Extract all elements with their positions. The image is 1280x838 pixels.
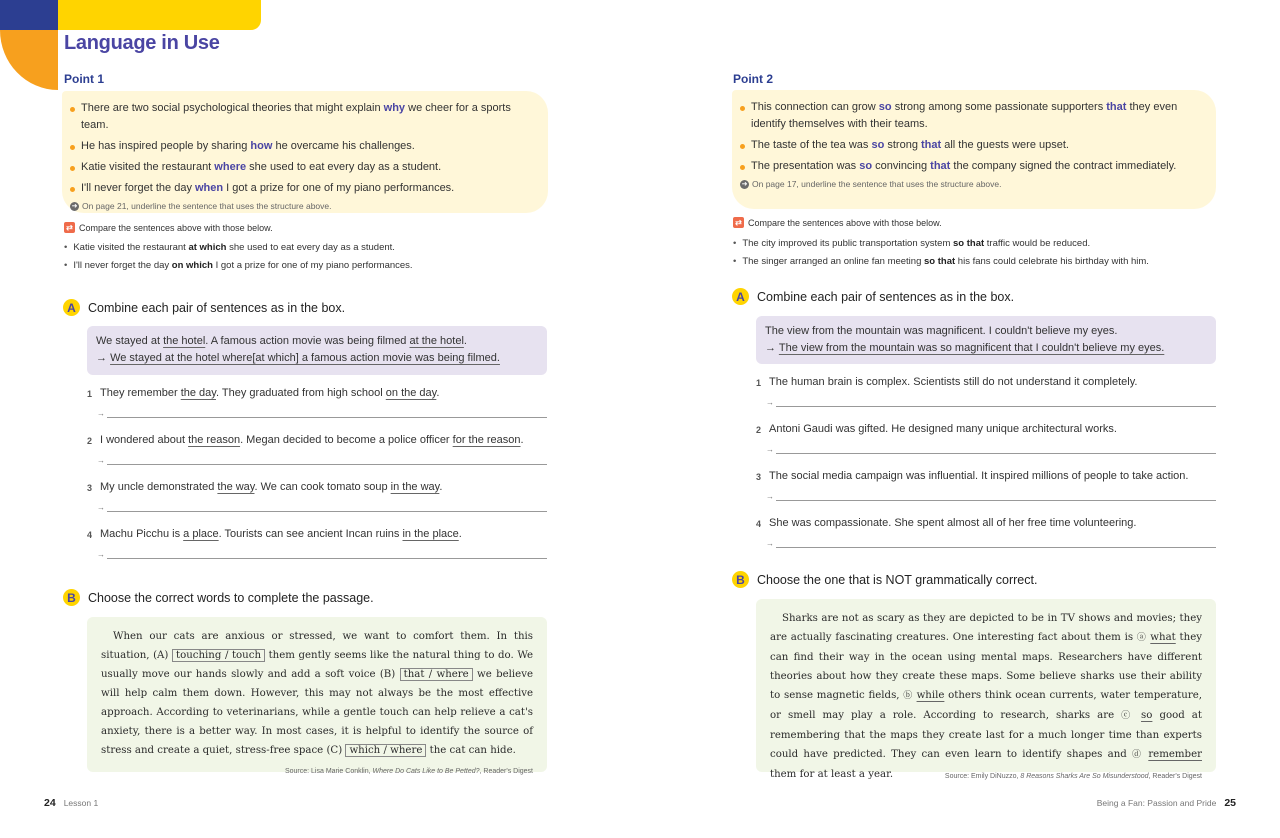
- ex-q-text: [756, 375, 1216, 390]
- text: [100, 480, 442, 495]
- choice-box-b[interactable]: that / where: [400, 668, 473, 681]
- lesson-label: Lesson 1: [63, 798, 99, 808]
- underlined-option-d[interactable]: remember: [1148, 749, 1202, 760]
- text: Choose the correct words to complete the passage.: [88, 590, 374, 605]
- section-b-heading: [732, 571, 1037, 588]
- bullet-icon: [70, 107, 75, 112]
- compare-item: [64, 257, 413, 275]
- text: There are two social psychological theories that might explain: [81, 102, 384, 114]
- text: She was compassionate. She spent almost all of her free time volunteering.: [769, 517, 1137, 529]
- text: we believe will help calm them down. However, this may not always be the most effective approach. According to veterinarians, while a gentle touch can help relieve a cat's anxiety, there is a better way. In most cases, it is helpful to identify the source of stress and create a quiet, stress-free space (C): [101, 669, 533, 756]
- page-title: Language in Use: [64, 32, 220, 54]
- u-text: the way: [217, 481, 255, 493]
- u-text: on the day: [385, 387, 437, 399]
- source-citation: [285, 762, 533, 781]
- compare-item: [733, 253, 1149, 271]
- answer-field[interactable]: [766, 442, 1216, 454]
- passage-box: [756, 599, 1216, 780]
- text: .: [458, 528, 462, 540]
- text: . They graduated from high school: [215, 387, 386, 399]
- page-number: 24: [44, 797, 56, 809]
- underlined-option-b[interactable]: while: [916, 690, 945, 701]
- ex-q-text: [87, 480, 547, 495]
- point-2-box: [732, 90, 1216, 209]
- dot-text: •: [733, 238, 737, 249]
- text: Antoni Gaudi was gifted. He designed many unique architectural works.: [769, 423, 1117, 435]
- hl-text: how: [250, 140, 273, 152]
- text: The presentation was: [751, 160, 860, 172]
- text: →: [765, 342, 776, 354]
- ex-arrow-text: →: [766, 492, 774, 501]
- text: all the guests were upset.: [941, 139, 1069, 151]
- text: Compare the sentences above with those below.: [79, 222, 273, 233]
- bullet-icon: [70, 166, 75, 171]
- text: at which: [188, 242, 227, 253]
- section-b-badge: B: [63, 589, 80, 606]
- text: I'll never forget the day: [81, 182, 195, 194]
- point-2-label: Point 2: [733, 72, 774, 86]
- u-text: in the way: [390, 481, 440, 493]
- text: strong: [884, 139, 921, 151]
- dot-text: •: [64, 242, 68, 253]
- compare-list: [64, 239, 413, 274]
- example-answer: [765, 340, 1207, 357]
- hl-text: so: [859, 160, 873, 172]
- swap-icon: ⇄: [64, 222, 75, 233]
- text: .: [463, 335, 467, 347]
- bullet-icon: [740, 106, 745, 111]
- exercise-item: [87, 527, 547, 574]
- ex-arrow-text: →: [766, 445, 774, 454]
- u-text: the day: [180, 387, 216, 399]
- ex-num-text: 4: [756, 519, 762, 529]
- answer-field[interactable]: [766, 536, 1216, 548]
- marker-b: ⓑ: [903, 691, 913, 701]
- corner-decoration-orange: [0, 30, 58, 90]
- text: Source: Lisa Marie Conklin,: [284, 768, 373, 775]
- text: . We can cook tomato soup: [254, 481, 391, 493]
- point-1-note: [70, 201, 540, 211]
- marker-a: ⓐ: [1136, 633, 1147, 643]
- exercise-item: [87, 386, 547, 433]
- ex-q-text: [87, 433, 547, 448]
- compare-heading: [64, 222, 273, 233]
- hl-text: why: [383, 102, 406, 114]
- hl-text: that: [1106, 101, 1127, 113]
- swap-icon: ⇄: [733, 217, 744, 228]
- text: The singer arranged an online fan meeting: [742, 255, 925, 267]
- text: Katie visited the restaurant: [73, 242, 189, 253]
- ex-q-text: [756, 516, 1216, 531]
- point-item: [70, 180, 540, 197]
- text: his fans could celebrate his birthday with him.: [955, 255, 1149, 267]
- text: , Reader's Digest: [479, 768, 533, 775]
- page-number: 25: [1224, 797, 1236, 809]
- corner-decoration-yellow: [58, 0, 261, 30]
- underlined-option-c[interactable]: so: [1141, 710, 1153, 721]
- ex-num-text: 2: [87, 436, 93, 446]
- answer-field[interactable]: [97, 406, 547, 418]
- text: on which: [171, 259, 213, 271]
- ex-line-text: [107, 453, 547, 465]
- point-item: [740, 158, 1208, 175]
- example-answer: [96, 350, 538, 367]
- compare-item: [733, 235, 1149, 253]
- hl-text: when: [195, 182, 224, 194]
- text: My uncle demonstrated: [100, 481, 218, 493]
- text: [100, 386, 439, 401]
- ex-arrow-text: →: [766, 539, 774, 548]
- point-2-note: [740, 179, 1208, 189]
- point-item: [70, 159, 540, 176]
- u-text: the hotel: [163, 335, 206, 347]
- text: the company signed the contract immediately.: [950, 160, 1177, 172]
- exercise-item: [87, 433, 547, 480]
- answer-field[interactable]: [97, 547, 547, 559]
- text: On page 17, underline the sentence that uses the structure above.: [752, 179, 1002, 189]
- dot-text: •: [733, 255, 737, 267]
- text: When our cats are anxious or stressed, we want to comfort them. In this situation, (A): [101, 631, 533, 661]
- text: They remember: [100, 387, 181, 399]
- text: . Megan decided to become a police officer: [240, 434, 453, 446]
- marker-c: ⓒ: [1121, 711, 1134, 721]
- exercise-item: [756, 516, 1216, 563]
- text: so that: [953, 238, 985, 249]
- marker-d: ⓓ: [1132, 750, 1144, 760]
- exercise-item: [87, 480, 547, 527]
- text: I got a prize for one of my piano performances.: [223, 182, 455, 194]
- exercise-a-list: [87, 386, 547, 574]
- example-question: [96, 333, 538, 350]
- bullet-icon: [740, 165, 745, 170]
- point-item: [70, 138, 540, 155]
- text: .: [520, 434, 524, 446]
- ex-line-text: [107, 500, 547, 512]
- text: Source: Emily DiNuzzo,: [944, 773, 1021, 780]
- exercise-item: [756, 422, 1216, 469]
- hl-text: that: [930, 160, 951, 172]
- compare-heading: [733, 217, 942, 228]
- ex-num-text: 3: [87, 483, 93, 493]
- text: others think ocean currents, water temperature, or smell may play a role. According to research, sharks are: [770, 690, 1202, 721]
- u-text: the reason: [188, 434, 241, 446]
- u-text: a place: [183, 528, 219, 540]
- choice-box-a[interactable]: touching / touch: [172, 649, 265, 662]
- text: strong among some passionate supporters: [891, 101, 1107, 113]
- ex-num-text: 1: [756, 378, 762, 388]
- text: I'll never forget the day: [73, 259, 172, 271]
- ex-q-text: [87, 527, 547, 542]
- ex-arrow-text: →: [97, 409, 105, 418]
- ex-q-text: [87, 386, 547, 401]
- section-a-heading: [732, 288, 1014, 305]
- section-a-badge: A: [732, 288, 749, 305]
- section-a-badge: A: [63, 299, 80, 316]
- text: , Reader's Digest: [1148, 773, 1202, 780]
- hl-text: where: [214, 161, 247, 173]
- text: On page 21, underline the sentence that uses the structure above.: [82, 201, 332, 211]
- answer-field[interactable]: [766, 489, 1216, 501]
- compare-item: [64, 239, 413, 257]
- unit-label: Being a Fan: Passion and Pride: [1096, 798, 1217, 808]
- dot-text: •: [64, 259, 68, 271]
- bullet-icon: [70, 145, 75, 150]
- ex-line-text: [776, 442, 1216, 454]
- text: she used to eat every day as a student.: [226, 242, 395, 253]
- u-text: The view from the mountain was so magnificent that I couldn't believe my eyes.: [778, 342, 1165, 354]
- ex-arrow-text: →: [97, 503, 105, 512]
- text: The taste of the tea was: [751, 139, 872, 151]
- exercise-item: [756, 375, 1216, 422]
- section-a-heading: [63, 299, 345, 316]
- text: The human brain is complex. Scientists still do not understand it completely.: [769, 376, 1138, 388]
- source-citation: [945, 767, 1202, 786]
- ex-arrow-text: →: [97, 550, 105, 559]
- passage-box: [87, 617, 547, 775]
- example-box: [87, 326, 547, 375]
- text: .: [439, 481, 443, 493]
- ex-line-text: [107, 406, 547, 418]
- text: they even identify themselves with their teams.: [751, 101, 1178, 130]
- ex-q-text: [756, 422, 1216, 437]
- answer-field[interactable]: [766, 395, 1216, 407]
- u-text: for the reason: [452, 434, 521, 446]
- text: good at remembering that the maps they create last for a much longer time than experts could have predicted. They can even learn to identify shapes and: [770, 710, 1202, 760]
- compare-list: [733, 235, 1149, 270]
- footer-left: [44, 797, 98, 809]
- ex-line-text: [776, 395, 1216, 407]
- text: .: [436, 387, 440, 399]
- section-b-badge: B: [732, 571, 749, 588]
- exercise-a-list: [756, 375, 1216, 563]
- point-2-list: [740, 99, 1208, 175]
- ex-arrow-text: →: [97, 456, 105, 465]
- choice-box-c[interactable]: which / where: [345, 744, 426, 757]
- text: Combine each pair of sentences as in the box.: [757, 289, 1015, 304]
- text: Compare the sentences above with those below.: [748, 217, 942, 228]
- text: convincing: [872, 160, 931, 172]
- ex-num-text: 4: [87, 530, 93, 540]
- answer-field[interactable]: [97, 500, 547, 512]
- ex-line-text: [776, 536, 1216, 548]
- text: the cat can hide.: [426, 745, 516, 756]
- point-1-box: [62, 91, 548, 213]
- point-item: [740, 137, 1208, 154]
- point-1-list: [70, 100, 540, 197]
- ex-arrow-text: →: [766, 398, 774, 407]
- answer-field[interactable]: [97, 453, 547, 465]
- text: they can find their way in the ocean using mental maps. Researchers have different theories about how they create these maps. Some believe sharks use their ability to sense magnetic fields,: [770, 632, 1202, 701]
- text: them gently seems like the natural thing to do. We usually move our hands slowly and add a soft voice (B): [101, 650, 533, 680]
- hl-text: so: [871, 139, 885, 151]
- footer-right: [1097, 797, 1236, 809]
- ex-num-text: 1: [87, 389, 93, 399]
- ex-q-text: [756, 469, 1216, 484]
- point-1-label: Point 1: [64, 72, 105, 86]
- arrow-right-circle-icon: ➜: [71, 202, 78, 210]
- ex-num-text: 3: [756, 472, 762, 482]
- ex-num-text: 2: [756, 425, 762, 435]
- text: so that: [924, 255, 956, 267]
- point-item: [70, 100, 540, 134]
- text: Sharks are not as scary as they are depicted to be in TV shows and movies; they are actually fascinating creatures. One interesting fact about them is: [770, 613, 1202, 643]
- corner-decoration-blue: [0, 0, 58, 30]
- text: We stayed at: [96, 335, 164, 347]
- text: he overcame his challenges.: [272, 140, 415, 152]
- text: [100, 433, 524, 448]
- text: traffic would be reduced.: [984, 238, 1091, 249]
- text: This connection can grow: [751, 101, 879, 113]
- text: I wondered about: [100, 434, 189, 446]
- example-question: The view from the mountain was magnificent. I couldn't believe my eyes.: [765, 325, 1118, 337]
- text: →: [96, 352, 107, 364]
- underlined-option-a[interactable]: what: [1150, 632, 1176, 643]
- hl-text: that: [921, 139, 942, 151]
- text: we cheer for a sports team.: [81, 102, 511, 131]
- hl-text: so: [878, 101, 892, 113]
- point-item: [740, 99, 1208, 133]
- text: she used to eat every day as a student.: [246, 161, 442, 173]
- text: I got a prize for one of my piano performances.: [212, 259, 413, 271]
- text: Choose the one that is NOT grammatically correct.: [757, 572, 1038, 587]
- u-text: We stayed at the hotel where[at which] a famous action movie was being filmed.: [110, 352, 500, 364]
- text: . A famous action movie was being filmed: [205, 335, 410, 347]
- text: The social media campaign was influential. It inspired millions of people to take action.: [769, 470, 1189, 482]
- text: Where Do Cats Like to Be Petted?: [372, 768, 480, 775]
- ex-line-text: [776, 489, 1216, 501]
- ex-line-text: [107, 547, 547, 559]
- bullet-icon: [70, 187, 75, 192]
- text: Machu Picchu is: [100, 528, 184, 540]
- u-text: at the hotel: [409, 335, 464, 347]
- text: 8 Reasons Sharks Are So Misunderstood: [1020, 773, 1149, 780]
- text: Katie visited the restaurant: [81, 161, 215, 173]
- exercise-item: [756, 469, 1216, 516]
- arrow-right-circle-icon: ➜: [741, 180, 748, 188]
- text: Combine each pair of sentences as in the box.: [88, 300, 346, 315]
- text: . Tourists can see ancient Incan ruins: [218, 528, 403, 540]
- bullet-icon: [740, 144, 745, 149]
- text: [100, 527, 462, 542]
- text: them for at least a year.: [770, 769, 894, 780]
- text: He has inspired people by sharing: [81, 140, 251, 152]
- section-b-heading: [63, 589, 374, 606]
- u-text: in the place: [402, 528, 459, 540]
- example-box: [756, 316, 1216, 364]
- text: The city improved its public transportation system: [742, 238, 953, 249]
